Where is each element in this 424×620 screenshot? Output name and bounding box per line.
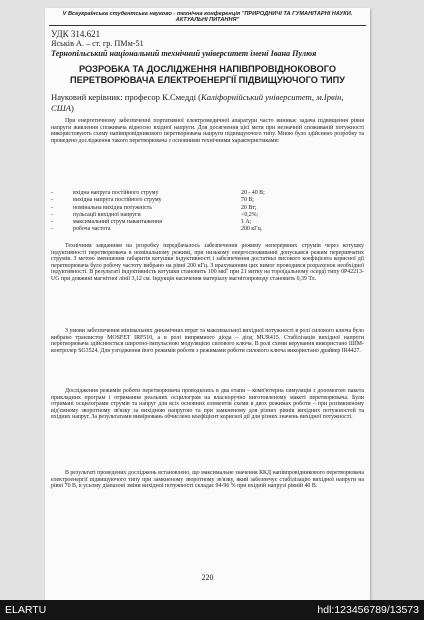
spec-item: - номінальна вихідна потужність 20 Вт; [51,204,257,211]
repository-name: ELARTU [5,604,47,616]
spec-item: - вхідна напруга постійного струму 20 - 40 В; [51,190,265,196]
author-line: Яськів А. – ст. гр. ПМм-51 [51,39,144,48]
repository-footer [0,600,424,620]
paragraph-design: Технічним завданням на розробку передбачалось забезпечення режиму неперервних струмів через котушку індуктивності перетворювача в номінальному режимі, при низькому енергоспоживанні допускався режим переривчатих струмів. З метою зменшення габаритів котушки індуктивності і забезпечення достатньо високого коефіцієнта корисної дії перетворювача було робочу частоту вибрано на рівні 200 кГц. З врахуванням цих вимог проводився розрахунок необхідної індуктивності. В результаті індуктивність котушки становить 100 мкГ при 21 витку на тороїдальному осерді типу 0Р42213-UG при довжині магнітної лінії 3,12 см. Індукція насичення матеріалу магнітопроводу становить 0,39 Тл. [51,243,364,282]
supervisor-line [51,92,366,113]
header-rule [49,25,366,26]
spec-item: - максимальний струм навантаження 1 А; [51,219,252,226]
page-number: 220 [201,573,214,582]
supervisor-close: ) [70,102,74,113]
conference-header: V Всеукраїнська студентська науково - технічна конференція "ПРИРОДНИЧІ ТА ГУМАНІТАРНІ НАУКИ. АКТУАЛЬНІ ПИТАННЯ" [62,11,353,24]
paragraph-research: Дослідження режимів роботи перетворювача проводились в два етапи – комп'ютерна симуляція з допомогою пакета прикладних програм і отримання реальних осцилограм на власноручно виготовленому макеті перетворювача. Були отримані осцилограми струмів та напруг для всіх основних елементів схеми в двох режимах роботи – при розімкненому від'ємному зворотному зв'язку за вихідною напругою та при замкненому для різних рівнів вихідних потужностей та вхідних напруг. За результатами вимірювань обчислено коефіцієнт корисної дії для різних значень вихідної потужності. [51,388,364,421]
specs-list [51,190,351,234]
supervisor-affiliation: Каліфорнійський університет, м.Ірвін, США [51,92,344,113]
paper-title: РОЗРОБКА ТА ДОСЛІДЖЕННЯ НАПІВПРОВІДНОКОВОГО ПЕРЕТВОРЮВАЧА ЕЛЕКТРОЕНЕРГІЇ ПІДВИЩУЮЧОГО ТИПУ [70,64,345,85]
paragraph-results: В результаті проведених досліджень встановлено, що максимальне значення ККД напівпровідникового перетворювача електроенергії підвищуючого типу при замкненому зворотному зв'язку, який забезпечує стабілізацію вихідної напруги на рівні 70 В, в усьому діапазоні зміни вихідної потужності складає 94-96 % при вхідній напрузі рівній 40 В. [51,470,364,490]
document-page [45,8,370,600]
spec-item: - вихідна напруга постійного струму 70 В; [51,197,254,204]
university-line: Тернопільський національний технічний університет імені Івана Пулюя [51,49,317,58]
paragraph-intro: При енергетичному забезпеченні портативної електромедичної апаратури часто виникає задача підвищення рівня напруги живлення споживача відносно вхідної напруги. Для досягнення цієї мети при незначній споживаній потужності використовують схему напівпровідникового перетворювача напруги підвищуючого типу. Мною було здійснено розробку та проведено дослідження такого перетворювача з основними технічними характеристиками: [51,118,364,144]
udk-code: УДК 314.621 [51,29,101,39]
supervisor-label: Науковий керівник: професор К.Смеддi ( [51,92,201,102]
handle-link[interactable]: hdl:123456789/13573 [317,604,419,616]
spec-item: - робоча частота 200 кГц. [51,226,263,233]
spec-item: - пульсації вихідної напруги <0,2%; [51,211,259,218]
paragraph-components: З умови забезпечення мінімальних динамічних втрат та максимальної вихідної потужності в ролі силового ключа було вибрано транзистор MOSFET IRF510, а в ролі випрямного діода – діод MUR415. Стабілізація вихідної напруги перетворювача здійснюється широтно-імпульсною модуляцією силового ключа. В ролі схеми керування використано ШІМ-контролер SG3524. Для узгодження його режимів роботи з режимами роботи силового ключа використано драйвер IR4427. [51,328,364,354]
